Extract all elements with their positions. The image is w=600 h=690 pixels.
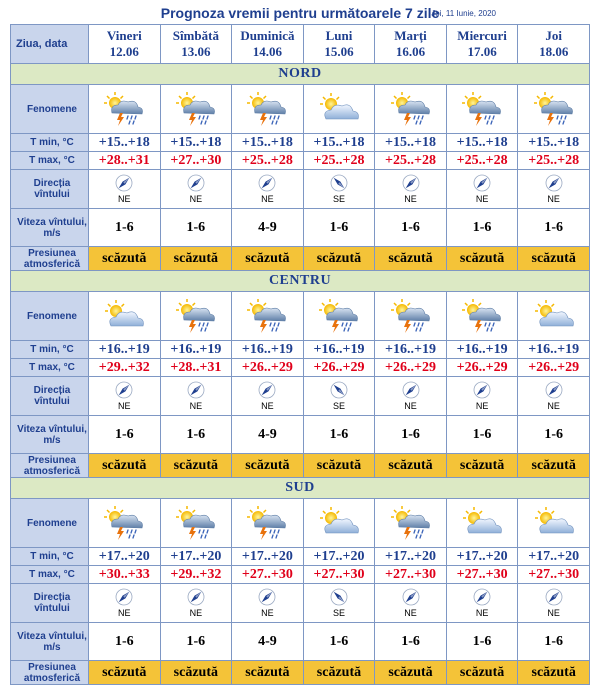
day-header bbox=[303, 25, 375, 64]
pressure-label: Presiunea atmosferică bbox=[11, 661, 89, 685]
wind-direction-text: NE bbox=[404, 194, 417, 204]
pressure-value: scăzută bbox=[446, 247, 518, 271]
compass-icon bbox=[187, 174, 205, 192]
day-name: Marți bbox=[394, 28, 427, 43]
tmin-row bbox=[11, 134, 590, 152]
tmin-row bbox=[11, 548, 590, 566]
phenomena-cell bbox=[160, 292, 232, 341]
partly-cloudy-icon bbox=[518, 298, 589, 334]
pressure-value: scăzută bbox=[375, 661, 447, 685]
wind-speed-value: 1-6 bbox=[446, 209, 518, 247]
wind-direction-cell bbox=[160, 170, 232, 209]
tmin-value: +17..+20 bbox=[232, 548, 304, 566]
pressure-value: scăzută bbox=[160, 454, 232, 478]
storm-rain-icon bbox=[232, 505, 303, 541]
wind-direction-text: SE bbox=[332, 401, 345, 411]
wind-direction bbox=[375, 381, 446, 411]
wind-direction-row bbox=[11, 170, 590, 209]
day-header bbox=[446, 25, 518, 64]
pressure-value: scăzută bbox=[232, 661, 304, 685]
phenomena-label: Fenomene bbox=[11, 292, 89, 341]
pressure-value: scăzută bbox=[89, 247, 161, 271]
compass-icon bbox=[402, 174, 420, 192]
tmin-value: +17..+20 bbox=[375, 548, 447, 566]
phenomena-cell bbox=[518, 85, 590, 134]
wind-direction bbox=[447, 174, 518, 204]
pressure-value: scăzută bbox=[518, 661, 590, 685]
compass-icon bbox=[330, 588, 348, 606]
tmax-value: +25..+28 bbox=[446, 152, 518, 170]
tmax-value: +26..+29 bbox=[303, 359, 375, 377]
day-header bbox=[160, 25, 232, 64]
pressure-value: scăzută bbox=[446, 661, 518, 685]
storm-rain-icon bbox=[304, 298, 375, 334]
wind-direction-cell bbox=[518, 377, 590, 416]
wind-speed-label: Viteza vîntului, m/s bbox=[11, 209, 89, 247]
pressure-row bbox=[11, 247, 590, 271]
forecast-table bbox=[10, 24, 590, 685]
wind-direction-cell bbox=[446, 377, 518, 416]
wind-direction-text: NE bbox=[547, 194, 560, 204]
wind-direction-cell bbox=[303, 377, 375, 416]
day-name: Sîmbătă bbox=[172, 28, 219, 43]
compass-icon bbox=[545, 174, 563, 192]
day-date: 14.06 bbox=[252, 44, 283, 59]
partly-cloudy-icon bbox=[304, 91, 375, 127]
tmin-value: +15..+18 bbox=[375, 134, 447, 152]
wind-direction-cell bbox=[518, 584, 590, 623]
tmin-value: +17..+20 bbox=[518, 548, 590, 566]
phenomena-cell bbox=[89, 292, 161, 341]
tmin-value: +16..+19 bbox=[303, 341, 375, 359]
wind-direction-cell bbox=[89, 377, 161, 416]
wind-direction-text: NE bbox=[547, 401, 560, 411]
wind-direction-text: SE bbox=[332, 608, 345, 618]
compass-icon bbox=[115, 588, 133, 606]
forecast-date: Joi, 11 Iunie, 2020 bbox=[431, 9, 496, 18]
phenomena-cell bbox=[160, 85, 232, 134]
wind-direction bbox=[161, 381, 232, 411]
wind-direction-text: NE bbox=[475, 401, 489, 411]
day-date: 17.06 bbox=[467, 44, 497, 59]
tmin-value: +15..+18 bbox=[518, 134, 590, 152]
wind-direction-text: NE bbox=[547, 608, 560, 618]
wind-speed-row bbox=[11, 623, 590, 661]
phenomena-cell bbox=[232, 499, 304, 548]
storm-rain-icon bbox=[232, 91, 303, 127]
wind-direction bbox=[518, 381, 589, 411]
wind-direction bbox=[375, 174, 446, 204]
tmax-value: +26..+29 bbox=[446, 359, 518, 377]
tmin-value: +15..+18 bbox=[446, 134, 518, 152]
region-row bbox=[11, 64, 590, 85]
pressure-value: scăzută bbox=[303, 661, 375, 685]
pressure-label: Presiunea atmosferică bbox=[11, 454, 89, 478]
partly-cloudy-icon bbox=[304, 505, 375, 541]
phenomena-cell bbox=[518, 499, 590, 548]
wind-direction bbox=[304, 381, 375, 411]
tmax-value: +25..+28 bbox=[518, 152, 590, 170]
day-header bbox=[518, 25, 590, 64]
compass-icon bbox=[473, 588, 491, 606]
wind-direction-cell bbox=[89, 170, 161, 209]
storm-rain-icon bbox=[161, 298, 232, 334]
wind-speed-value: 1-6 bbox=[89, 209, 161, 247]
compass-icon bbox=[258, 381, 276, 399]
pressure-value: scăzută bbox=[518, 454, 590, 478]
compass-icon bbox=[115, 174, 133, 192]
wind-direction-text: NE bbox=[475, 608, 489, 618]
wind-speed-value: 1-6 bbox=[375, 209, 447, 247]
wind-speed-value: 1-6 bbox=[303, 623, 375, 661]
pressure-row bbox=[11, 454, 590, 478]
wind-direction-cell bbox=[232, 377, 304, 416]
storm-rain-icon bbox=[518, 91, 589, 127]
wind-direction-cell bbox=[518, 170, 590, 209]
phenomena-cell bbox=[232, 292, 304, 341]
day-name: Luni bbox=[325, 28, 353, 43]
partly-cloudy-icon bbox=[447, 505, 518, 541]
phenomena-cell bbox=[89, 499, 161, 548]
day-date: 15.06 bbox=[324, 44, 354, 59]
wind-direction-cell bbox=[446, 170, 518, 209]
wind-speed-value: 4-9 bbox=[232, 209, 304, 247]
pressure-value: scăzută bbox=[232, 454, 304, 478]
tmax-value: +26..+29 bbox=[232, 359, 304, 377]
phenomena-label: Fenomene bbox=[11, 499, 89, 548]
day-name: Joi bbox=[545, 28, 562, 43]
tmax-value: +25..+28 bbox=[232, 152, 304, 170]
storm-rain-icon bbox=[375, 91, 446, 127]
wind-speed-label: Viteza vîntului, m/s bbox=[11, 416, 89, 454]
wind-direction-text: SE bbox=[332, 194, 345, 204]
phenomena-cell bbox=[375, 85, 447, 134]
tmax-value: +27..+30 bbox=[375, 566, 447, 584]
storm-rain-icon bbox=[375, 298, 446, 334]
wind-speed-value: 1-6 bbox=[160, 416, 232, 454]
pressure-value: scăzută bbox=[375, 247, 447, 271]
phenomena-row bbox=[11, 499, 590, 548]
wind-direction-text: NE bbox=[118, 401, 131, 411]
day-name: Duminică bbox=[240, 28, 295, 43]
wind-direction bbox=[518, 588, 589, 618]
header-row bbox=[11, 25, 590, 64]
tmax-value: +25..+28 bbox=[375, 152, 447, 170]
storm-rain-icon bbox=[447, 91, 518, 127]
wind-direction-cell bbox=[232, 584, 304, 623]
tmax-value: +26..+29 bbox=[518, 359, 590, 377]
wind-direction-text: NE bbox=[261, 194, 274, 204]
wind-direction bbox=[232, 174, 303, 204]
day-date: 18.06 bbox=[539, 44, 569, 59]
compass-icon bbox=[402, 381, 420, 399]
compass-icon bbox=[187, 588, 205, 606]
phenomena-row bbox=[11, 85, 590, 134]
pressure-value: scăzută bbox=[518, 247, 590, 271]
storm-rain-icon bbox=[161, 505, 232, 541]
compass-icon bbox=[258, 174, 276, 192]
compass-icon bbox=[402, 588, 420, 606]
wind-speed-value: 1-6 bbox=[89, 623, 161, 661]
compass-icon bbox=[258, 588, 276, 606]
tmax-value: +27..+30 bbox=[160, 152, 232, 170]
wind-direction-label: Direcția vîntului bbox=[11, 170, 89, 209]
phenomena-cell bbox=[232, 85, 304, 134]
wind-speed-value: 1-6 bbox=[89, 416, 161, 454]
wind-direction-cell bbox=[375, 584, 447, 623]
compass-icon bbox=[330, 174, 348, 192]
tmax-row bbox=[11, 152, 590, 170]
tmax-value: +29..+32 bbox=[160, 566, 232, 584]
wind-direction-text: NE bbox=[118, 194, 131, 204]
wind-direction-row bbox=[11, 584, 590, 623]
wind-direction bbox=[304, 174, 375, 204]
tmin-value: +15..+18 bbox=[160, 134, 232, 152]
compass-icon bbox=[330, 381, 348, 399]
tmax-value: +28..+31 bbox=[160, 359, 232, 377]
title-bar bbox=[0, 0, 600, 24]
compass-icon bbox=[473, 381, 491, 399]
wind-direction-cell bbox=[303, 584, 375, 623]
tmax-row bbox=[11, 359, 590, 377]
phenomena-cell bbox=[518, 292, 590, 341]
wind-direction bbox=[447, 381, 518, 411]
tmax-value: +27..+30 bbox=[446, 566, 518, 584]
wind-direction bbox=[304, 588, 375, 618]
storm-rain-icon bbox=[161, 91, 232, 127]
wind-direction-cell bbox=[232, 170, 304, 209]
partly-cloudy-icon bbox=[89, 298, 160, 334]
phenomena-cell bbox=[303, 85, 375, 134]
tmax-value: +27..+30 bbox=[232, 566, 304, 584]
pressure-value: scăzută bbox=[446, 454, 518, 478]
wind-speed-label: Viteza vîntului, m/s bbox=[11, 623, 89, 661]
day-date: 13.06 bbox=[181, 44, 211, 59]
compass-icon bbox=[187, 381, 205, 399]
tmin-value: +16..+19 bbox=[446, 341, 518, 359]
phenomena-row bbox=[11, 292, 590, 341]
tmin-value: +15..+18 bbox=[232, 134, 304, 152]
tmax-row bbox=[11, 566, 590, 584]
pressure-value: scăzută bbox=[89, 661, 161, 685]
tmax-value: +28..+31 bbox=[89, 152, 161, 170]
pressure-row bbox=[11, 661, 590, 685]
pressure-value: scăzută bbox=[375, 454, 447, 478]
phenomena-cell bbox=[375, 499, 447, 548]
wind-direction bbox=[161, 174, 232, 204]
storm-rain-icon bbox=[232, 298, 303, 334]
compass-icon bbox=[545, 588, 563, 606]
tmin-value: +17..+20 bbox=[303, 548, 375, 566]
tmax-label: T max, °C bbox=[11, 566, 89, 584]
tmax-value: +25..+28 bbox=[303, 152, 375, 170]
wind-speed-value: 4-9 bbox=[232, 623, 304, 661]
wind-direction-text: NE bbox=[404, 608, 417, 618]
tmin-value: +16..+19 bbox=[89, 341, 161, 359]
wind-direction-cell bbox=[160, 377, 232, 416]
wind-direction-text: NE bbox=[189, 608, 203, 618]
wind-direction-cell bbox=[375, 170, 447, 209]
phenomena-cell bbox=[160, 499, 232, 548]
tmin-value: +17..+20 bbox=[446, 548, 518, 566]
wind-speed-row bbox=[11, 416, 590, 454]
tmin-label: T min, °C bbox=[11, 341, 89, 359]
day-date: 16.06 bbox=[395, 44, 426, 59]
compass-icon bbox=[115, 381, 133, 399]
wind-direction bbox=[161, 588, 232, 618]
compass-icon bbox=[545, 381, 563, 399]
pressure-value: scăzută bbox=[160, 661, 232, 685]
wind-direction-cell bbox=[375, 377, 447, 416]
wind-speed-row bbox=[11, 209, 590, 247]
phenomena-cell bbox=[303, 292, 375, 341]
wind-direction-text: NE bbox=[475, 194, 489, 204]
wind-speed-value: 1-6 bbox=[303, 209, 375, 247]
compass-icon bbox=[473, 174, 491, 192]
region-title: NORD bbox=[11, 64, 590, 85]
wind-direction-cell bbox=[160, 584, 232, 623]
page-title: Prognoza vremii pentru următoarele 7 zile bbox=[160, 5, 440, 21]
pressure-value: scăzută bbox=[303, 454, 375, 478]
tmin-value: +16..+19 bbox=[160, 341, 232, 359]
region-row bbox=[11, 478, 590, 499]
day-header bbox=[375, 25, 447, 64]
wind-speed-value: 1-6 bbox=[518, 416, 590, 454]
partly-cloudy-icon bbox=[518, 505, 589, 541]
header-label: Ziua, data bbox=[11, 25, 89, 64]
wind-speed-value: 1-6 bbox=[160, 623, 232, 661]
storm-rain-icon bbox=[89, 91, 160, 127]
wind-direction bbox=[447, 588, 518, 618]
region-title: SUD bbox=[11, 478, 590, 499]
wind-speed-value: 1-6 bbox=[518, 623, 590, 661]
wind-direction-cell bbox=[446, 584, 518, 623]
wind-direction bbox=[89, 174, 160, 204]
storm-rain-icon bbox=[375, 505, 446, 541]
tmin-value: +17..+20 bbox=[160, 548, 232, 566]
wind-speed-value: 1-6 bbox=[375, 416, 447, 454]
phenomena-cell bbox=[89, 85, 161, 134]
tmin-label: T min, °C bbox=[11, 548, 89, 566]
wind-speed-value: 1-6 bbox=[446, 416, 518, 454]
wind-direction bbox=[518, 174, 589, 204]
tmin-value: +16..+19 bbox=[518, 341, 590, 359]
tmin-value: +15..+18 bbox=[89, 134, 161, 152]
tmax-label: T max, °C bbox=[11, 152, 89, 170]
tmin-value: +17..+20 bbox=[89, 548, 161, 566]
pressure-value: scăzută bbox=[232, 247, 304, 271]
pressure-label: Presiunea atmosferică bbox=[11, 247, 89, 271]
wind-direction bbox=[89, 381, 160, 411]
phenomena-label: Fenomene bbox=[11, 85, 89, 134]
day-header bbox=[232, 25, 304, 64]
phenomena-cell bbox=[375, 292, 447, 341]
wind-direction bbox=[89, 588, 160, 618]
wind-direction-text: NE bbox=[261, 401, 274, 411]
wind-direction-label: Direcția vîntului bbox=[11, 377, 89, 416]
wind-direction-text: NE bbox=[261, 608, 274, 618]
tmax-value: +30..+33 bbox=[89, 566, 161, 584]
tmin-row bbox=[11, 341, 590, 359]
tmax-value: +27..+30 bbox=[518, 566, 590, 584]
wind-direction-cell bbox=[303, 170, 375, 209]
tmax-value: +29..+32 bbox=[89, 359, 161, 377]
tmax-value: +27..+30 bbox=[303, 566, 375, 584]
day-header bbox=[89, 25, 161, 64]
wind-speed-value: 4-9 bbox=[232, 416, 304, 454]
tmax-label: T max, °C bbox=[11, 359, 89, 377]
wind-direction-text: NE bbox=[118, 608, 131, 618]
storm-rain-icon bbox=[447, 298, 518, 334]
day-name: Vineri bbox=[106, 28, 142, 43]
day-name: Miercuri bbox=[457, 28, 507, 43]
wind-speed-value: 1-6 bbox=[375, 623, 447, 661]
region-title: CENTRU bbox=[11, 271, 590, 292]
phenomena-cell bbox=[446, 85, 518, 134]
pressure-value: scăzută bbox=[303, 247, 375, 271]
wind-direction-cell bbox=[89, 584, 161, 623]
pressure-value: scăzută bbox=[160, 247, 232, 271]
wind-direction-label: Direcția vîntului bbox=[11, 584, 89, 623]
tmax-value: +26..+29 bbox=[375, 359, 447, 377]
wind-speed-value: 1-6 bbox=[303, 416, 375, 454]
tmin-value: +16..+19 bbox=[375, 341, 447, 359]
wind-direction-text: NE bbox=[189, 194, 203, 204]
pressure-value: scăzută bbox=[89, 454, 161, 478]
tmin-value: +15..+18 bbox=[303, 134, 375, 152]
day-date: 12.06 bbox=[109, 44, 139, 59]
region-row bbox=[11, 271, 590, 292]
wind-direction bbox=[232, 381, 303, 411]
wind-speed-value: 1-6 bbox=[518, 209, 590, 247]
wind-direction bbox=[375, 588, 446, 618]
wind-direction-row bbox=[11, 377, 590, 416]
phenomena-cell bbox=[446, 499, 518, 548]
tmin-value: +16..+19 bbox=[232, 341, 304, 359]
wind-direction-text: NE bbox=[189, 401, 203, 411]
phenomena-cell bbox=[303, 499, 375, 548]
wind-direction bbox=[232, 588, 303, 618]
wind-direction-text: NE bbox=[404, 401, 417, 411]
phenomena-cell bbox=[446, 292, 518, 341]
storm-rain-icon bbox=[89, 505, 160, 541]
wind-speed-value: 1-6 bbox=[160, 209, 232, 247]
tmin-label: T min, °C bbox=[11, 134, 89, 152]
wind-speed-value: 1-6 bbox=[446, 623, 518, 661]
